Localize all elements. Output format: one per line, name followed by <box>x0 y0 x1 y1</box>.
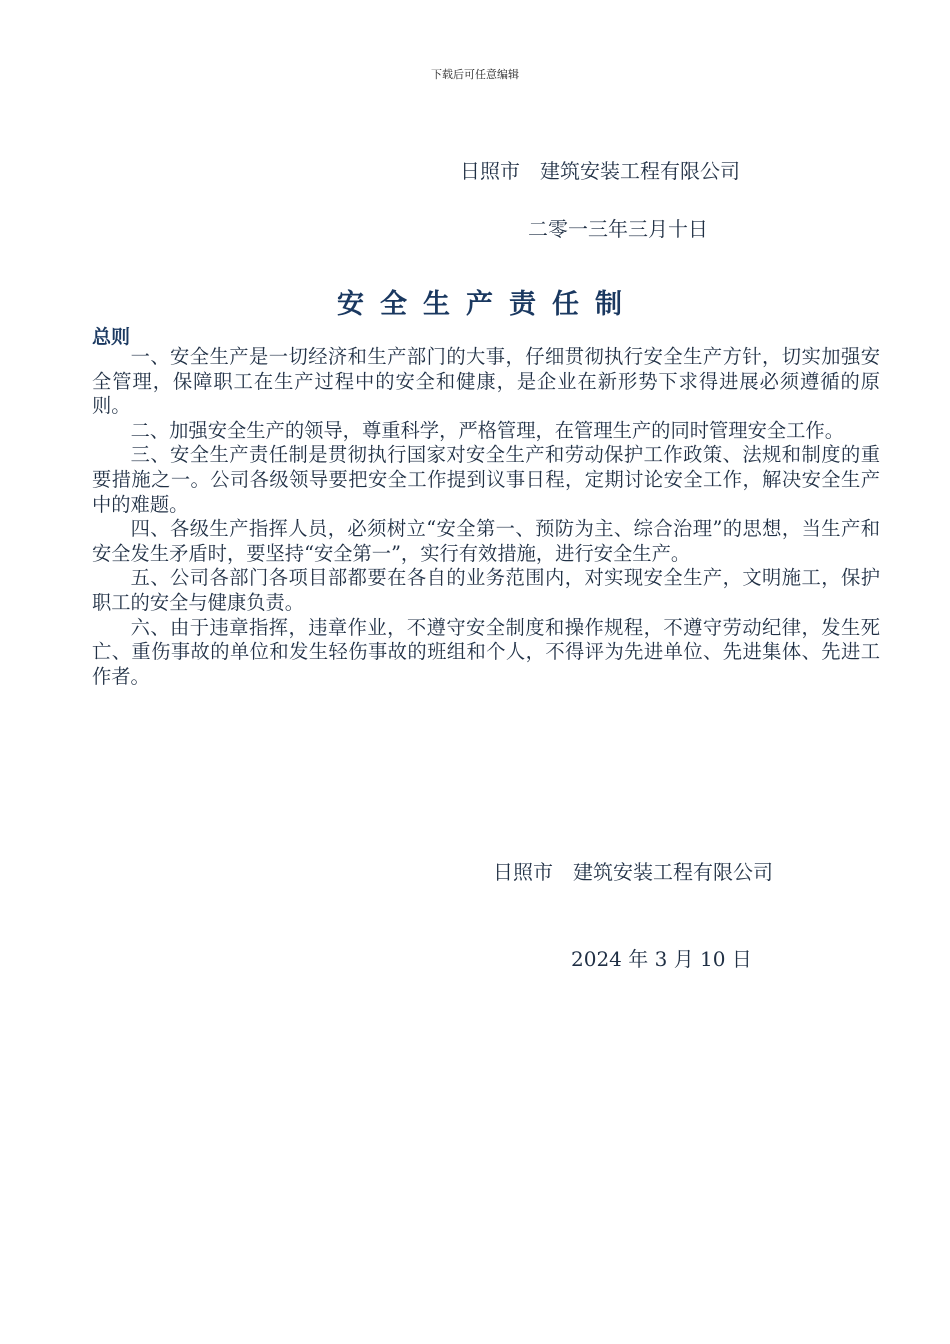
document-body <box>92 345 880 689</box>
section-heading: 总则 <box>92 326 131 348</box>
date-bottom: 2024 年 3 月 10 日 <box>571 947 752 971</box>
paragraph-3: 三、安全生产责任制是贯彻执行国家对安全生产和劳动保护工作政策、法规和制度的重要措施之一。公司各级领导要把安全工作提到议事日程，定期讨论安全工作，解决安全生产中的难题。 <box>92 443 880 516</box>
date-top: 二零一三年三月十日 <box>528 217 708 241</box>
paragraph-6: 六、由于违章指挥，违章作业，不遵守安全制度和操作规程，不遵守劳动纪律，发生死亡、重伤事故的单位和发生轻伤事故的班组和个人，不得评为先进单位、先进集体、先进工作者。 <box>92 615 880 688</box>
paragraph-1: 一、安全生产是一切经济和生产部门的大事，仔细贯彻执行安全生产方针，切实加强安全管理，保障职工在生产过程中的安全和健康，是企业在新形势下求得进展必须遵循的原则。 <box>92 345 880 418</box>
company-name-bottom: 日照市 建筑安装工程有限公司 <box>493 860 773 884</box>
header-note: 下载后可任意编辑 <box>431 68 519 81</box>
document-title: 安全生产责任制 <box>337 289 638 320</box>
paragraph-5: 五、公司各部门各项目部都要在各自的业务范围内，对实现安全生产，文明施工，保护职工的安全与健康负责。 <box>92 566 880 614</box>
paragraph-2: 二、加强安全生产的领导，尊重科学，严格管理，在管理生产的同时管理安全工作。 <box>130 418 844 442</box>
paragraph-4: 四、各级生产指挥人员，必须树立“安全第一、预防为主、综合治理”的思想，当生产和安全发生矛盾时，要坚持“安全第一”，实行有效措施，进行安全生产。 <box>92 517 880 565</box>
company-name-top: 日照市 建筑安装工程有限公司 <box>460 159 740 183</box>
